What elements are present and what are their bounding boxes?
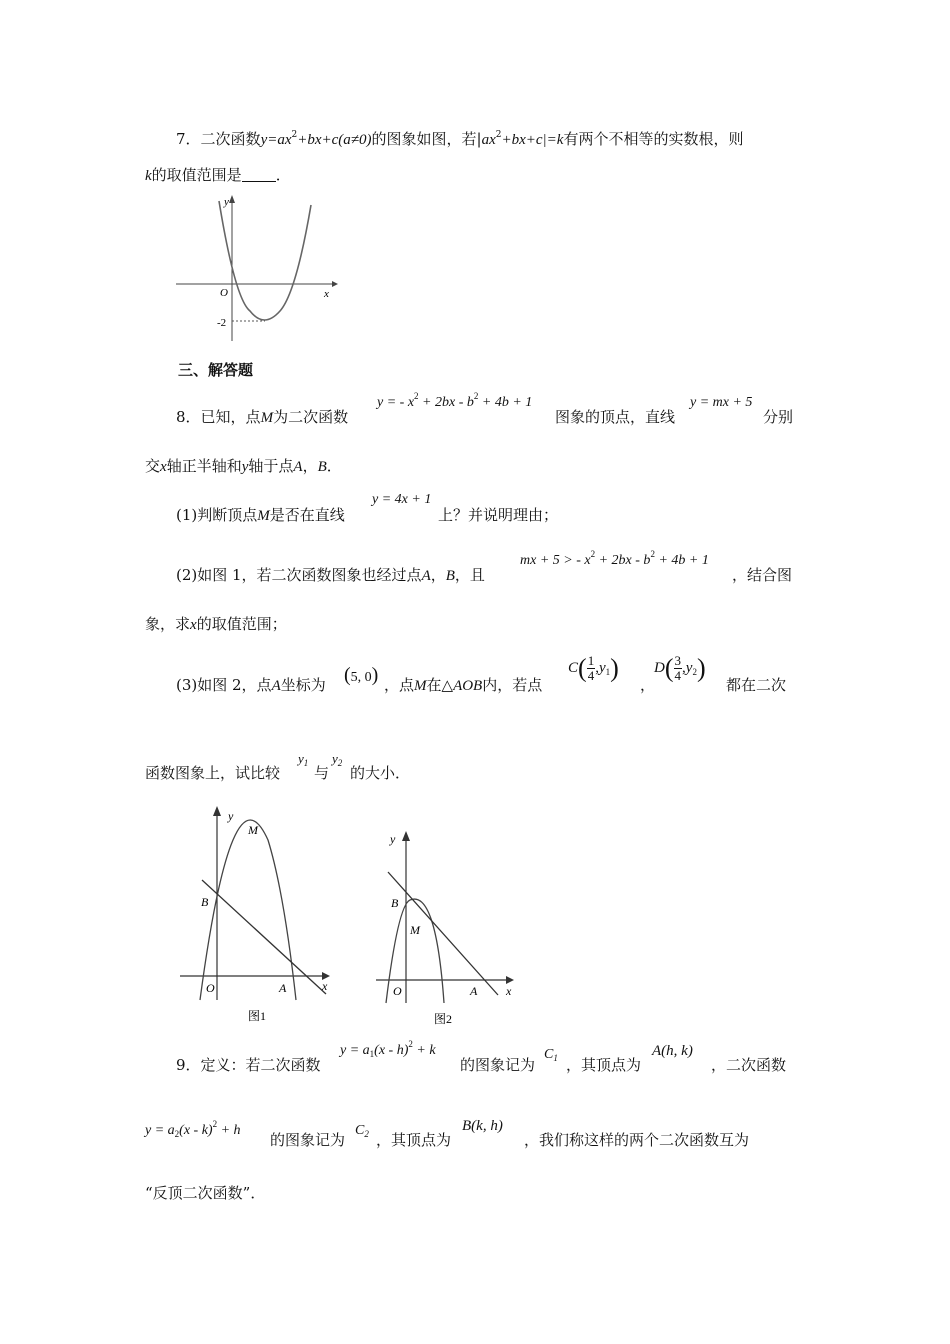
q8-p3-e: 内，若点	[482, 676, 543, 694]
q9-text-a: 定义：若二次函数	[200, 1056, 321, 1074]
q9-text-g: ，我们称这样的两个二次函数互为	[524, 1131, 750, 1149]
q8-p3-y2-val: y	[332, 751, 338, 766]
q7-answer-blank[interactable]	[242, 167, 276, 182]
fig2-y-label: y	[390, 832, 396, 846]
q8-line2-e: ．	[326, 457, 342, 475]
fig2-x-label: x	[506, 984, 512, 998]
q8-p1-b: 是否在直线	[269, 506, 345, 524]
q8-p3	[176, 674, 326, 697]
q8-p2-line2	[145, 613, 287, 636]
q7-y-label: y	[224, 196, 229, 208]
fig2-caption: 图2	[434, 1012, 453, 1026]
q8-p2-eq-a: mx + 5 > - x	[520, 553, 591, 568]
q7-text-b: 的图象如图，若|	[371, 130, 482, 148]
q8-p1-a: (1)判断顶点	[176, 506, 258, 524]
q8-frac1-d: 4	[587, 668, 595, 684]
q9-text-e: 的图象记为	[270, 1131, 346, 1149]
fig2-M-label: M	[410, 923, 420, 937]
fig1-x-label: x	[322, 979, 328, 993]
q9-eq1-a: y = a	[340, 1043, 370, 1058]
fig2-B-label: B	[391, 896, 399, 910]
fig1-y-arrow-icon	[213, 806, 221, 816]
q9-vertexA: A(h, k)	[652, 1043, 693, 1059]
q9-text-f: ，其顶点为	[376, 1131, 452, 1149]
fig1-line	[202, 880, 326, 994]
q8-p2-B: B	[445, 568, 455, 584]
fig2-x-arrow-icon	[506, 976, 514, 984]
q7-k: k	[145, 168, 152, 184]
q9-C2	[355, 1120, 369, 1142]
q8-intro-b: 为二次函数	[273, 408, 349, 426]
q8-intro-d: 分别	[763, 408, 794, 426]
q8-number: 8．	[176, 408, 201, 426]
fig1-y-label: y	[228, 809, 234, 823]
q8-figure-1	[176, 800, 336, 1030]
q8-C-y-sub: 1	[605, 667, 611, 677]
q9-eq1: $y = a_1(x - h)^2 + k$	[340, 1039, 436, 1059]
q8-p3-y2-sub: 2	[337, 758, 343, 768]
q8-B: B	[317, 459, 327, 475]
fig1-O-label: O	[206, 981, 215, 995]
q8-p1-M: M	[257, 508, 270, 524]
q8-p2-b: ，	[430, 566, 446, 584]
q8-intro-a: 已知，点	[200, 408, 261, 426]
q9-text-c: ，其顶点为	[566, 1056, 642, 1074]
q9-C1	[544, 1044, 558, 1066]
q8-frac1-n: 1	[587, 653, 595, 669]
q7-text-a: 二次函数	[200, 130, 261, 148]
q9-eq2-sub: 2	[174, 1129, 180, 1139]
q8-p3-aob: AOB	[453, 678, 483, 694]
q9-line1-a	[176, 1054, 321, 1076]
q8-C-y: y	[598, 660, 606, 676]
q7-x-arrow-icon	[332, 281, 338, 287]
q8-p3-y1-sub: 1	[303, 758, 309, 768]
fig2-line	[388, 872, 498, 995]
q8-func: y = - $x^2 + 2bx - b^2 + 4b + 1$	[377, 391, 533, 410]
fig1-caption: 图1	[248, 1009, 267, 1023]
fig1-A-label: A	[279, 981, 287, 995]
q8-p3-f: ，	[640, 676, 656, 694]
q8-p3-coord: (5, 0)	[344, 664, 379, 686]
q8-line2-a: 交	[145, 457, 161, 475]
q8-p3-line2	[145, 762, 280, 784]
q8-p2-x: x	[190, 617, 197, 633]
q8-line-eq: y = mx + 5	[690, 395, 753, 410]
q8-A: A	[293, 459, 303, 475]
q8-p2-a: (2)如图 1，若二次函数图象也经过点	[176, 566, 422, 584]
q9-text-h: “反顶二次函数”．	[145, 1184, 266, 1202]
q8-intro-c: 图象的顶点，直线	[555, 408, 676, 426]
q8-p1	[176, 504, 345, 527]
q8-C: C	[568, 660, 579, 676]
q7-text-e: 的取值范围是	[151, 166, 242, 184]
fig1-M-label: M	[248, 823, 258, 837]
q8-line2-b: 轴正半轴和	[166, 457, 242, 475]
q8-M: M	[260, 410, 274, 426]
q8-p3-a: (3)如图 2，点	[176, 676, 272, 694]
q8-D-y-sub: 2	[692, 667, 697, 677]
q8-line2	[145, 455, 342, 478]
q8-p2-f: 的取值范围；	[196, 615, 287, 633]
q9-C2-letter: C	[355, 1123, 365, 1138]
q8-p3-coord-value: 5, 0	[350, 670, 372, 685]
q7-graph	[172, 193, 342, 343]
fig2-A-label: A	[470, 984, 478, 998]
q9-eq2-b: (x - k)	[179, 1123, 213, 1138]
q8-p2-d: ，结合图	[732, 566, 793, 584]
q9-number: 9．	[176, 1056, 201, 1074]
q7-text-c: 有两个不相等的实数根，则	[563, 130, 744, 148]
q7-eq1-b: +bx+c(a≠0)	[297, 132, 372, 148]
fig1-B-label: B	[201, 895, 209, 909]
q7-line2	[145, 164, 291, 187]
section3-title: 三、解答题	[178, 361, 254, 379]
q9-eq1-b: (x - h)	[374, 1043, 409, 1058]
q8-p2-eq: mx + 5 > - $x^2 + 2bx - b^2 + 4b + 1$	[520, 549, 709, 568]
q9-eq2-a: y = a	[145, 1123, 175, 1138]
fig1-parabola	[200, 820, 296, 1000]
q8-frac2-d: 4	[674, 668, 682, 684]
q8-point-D: D( $\frac{3}{4}$ $,y_2$)	[654, 653, 706, 684]
q7-eq2: ax	[481, 132, 496, 148]
q8-line1	[176, 406, 348, 429]
q8-p2-A: A	[421, 568, 431, 584]
q8-p2-c: ，且	[454, 566, 485, 584]
q9-eq2-c: + h	[217, 1123, 241, 1138]
q8-p3-M: M	[414, 678, 427, 694]
q7-number: 7．	[176, 130, 201, 148]
q7-parabola	[219, 201, 311, 320]
q9-eq1-sub: 1	[369, 1049, 375, 1059]
q7-x-label: x	[324, 288, 329, 300]
q9-eq1-c: + k	[412, 1043, 436, 1058]
q8-p3-j: 的大小．	[350, 764, 411, 782]
q8-p3-y1-val: y	[298, 751, 304, 766]
q7-text-f: ．	[275, 166, 291, 184]
fig2-O-label: O	[393, 984, 402, 998]
q8-figure-2	[372, 825, 532, 1035]
q8-func-a: y = - x	[377, 395, 415, 410]
q8-line2-c: 轴于点	[248, 457, 294, 475]
q8-p3-h: 函数图象上，试比较	[145, 764, 281, 782]
q8-func-b: + 2bx - b	[418, 395, 474, 410]
q8-p2	[176, 564, 485, 587]
q8-p3-y2	[332, 748, 342, 770]
q8-p3-b: 坐标为	[280, 676, 326, 694]
q8-p3-mid	[384, 674, 542, 697]
q9-C2-sub: 2	[364, 1129, 369, 1139]
q8-D-y: y	[685, 660, 693, 676]
q8-p1-eq: y = 4x + 1	[372, 492, 432, 507]
q8-p3-c: ，点	[384, 676, 415, 694]
q7-origin-label: O	[220, 287, 228, 299]
q8-p3-g: 都在二次	[726, 676, 787, 694]
q8-p1-c: 上？并说明理由；	[438, 506, 559, 524]
q7-eq2-b: +bx+c|=k	[501, 132, 564, 148]
q8-func-c: + 4b + 1	[478, 395, 533, 410]
q9-text-b: 的图象记为	[460, 1056, 536, 1074]
q8-point-C: C( $\frac{1}{4}$ $,y_1$)	[568, 653, 619, 684]
q8-p3-d: 在△	[426, 676, 454, 694]
q8-p3-i: 与	[314, 764, 330, 782]
q9-C1-letter: C	[544, 1047, 554, 1062]
q7-y-arrow-icon	[229, 195, 235, 203]
q9-text-d: ，二次函数	[711, 1056, 787, 1074]
q9-C1-sub: 1	[553, 1053, 558, 1063]
q8-p3-y1	[298, 748, 308, 770]
q8-p2-eq-c: + 4b + 1	[654, 553, 709, 568]
q8-x: x	[160, 459, 167, 475]
q8-line2-d: ，	[302, 457, 318, 475]
q9-eq2: $y = a_2(x - k)^2 + h$	[145, 1119, 241, 1139]
q8-p3-A: A	[271, 678, 281, 694]
q7-line1: 7．二次函数$y=ax^2+bx+c(a\ne 0)$的图象如图，若$|ax^2+bx+c|=k$有两个不相等的实数根，则	[176, 130, 744, 148]
q8-p2-eq-b: + 2bx - b	[595, 553, 651, 568]
q8-p2-e: 象，求	[145, 615, 191, 633]
q8-D: D	[654, 660, 665, 676]
q9-vertexB: B(k, h)	[462, 1118, 503, 1134]
fig2-y-arrow-icon	[402, 831, 410, 841]
q7-min-label: -2	[217, 317, 227, 329]
q7-eq1: y=ax	[260, 132, 292, 148]
q8-frac2-n: 3	[674, 653, 682, 669]
q8-y: y	[241, 459, 249, 475]
